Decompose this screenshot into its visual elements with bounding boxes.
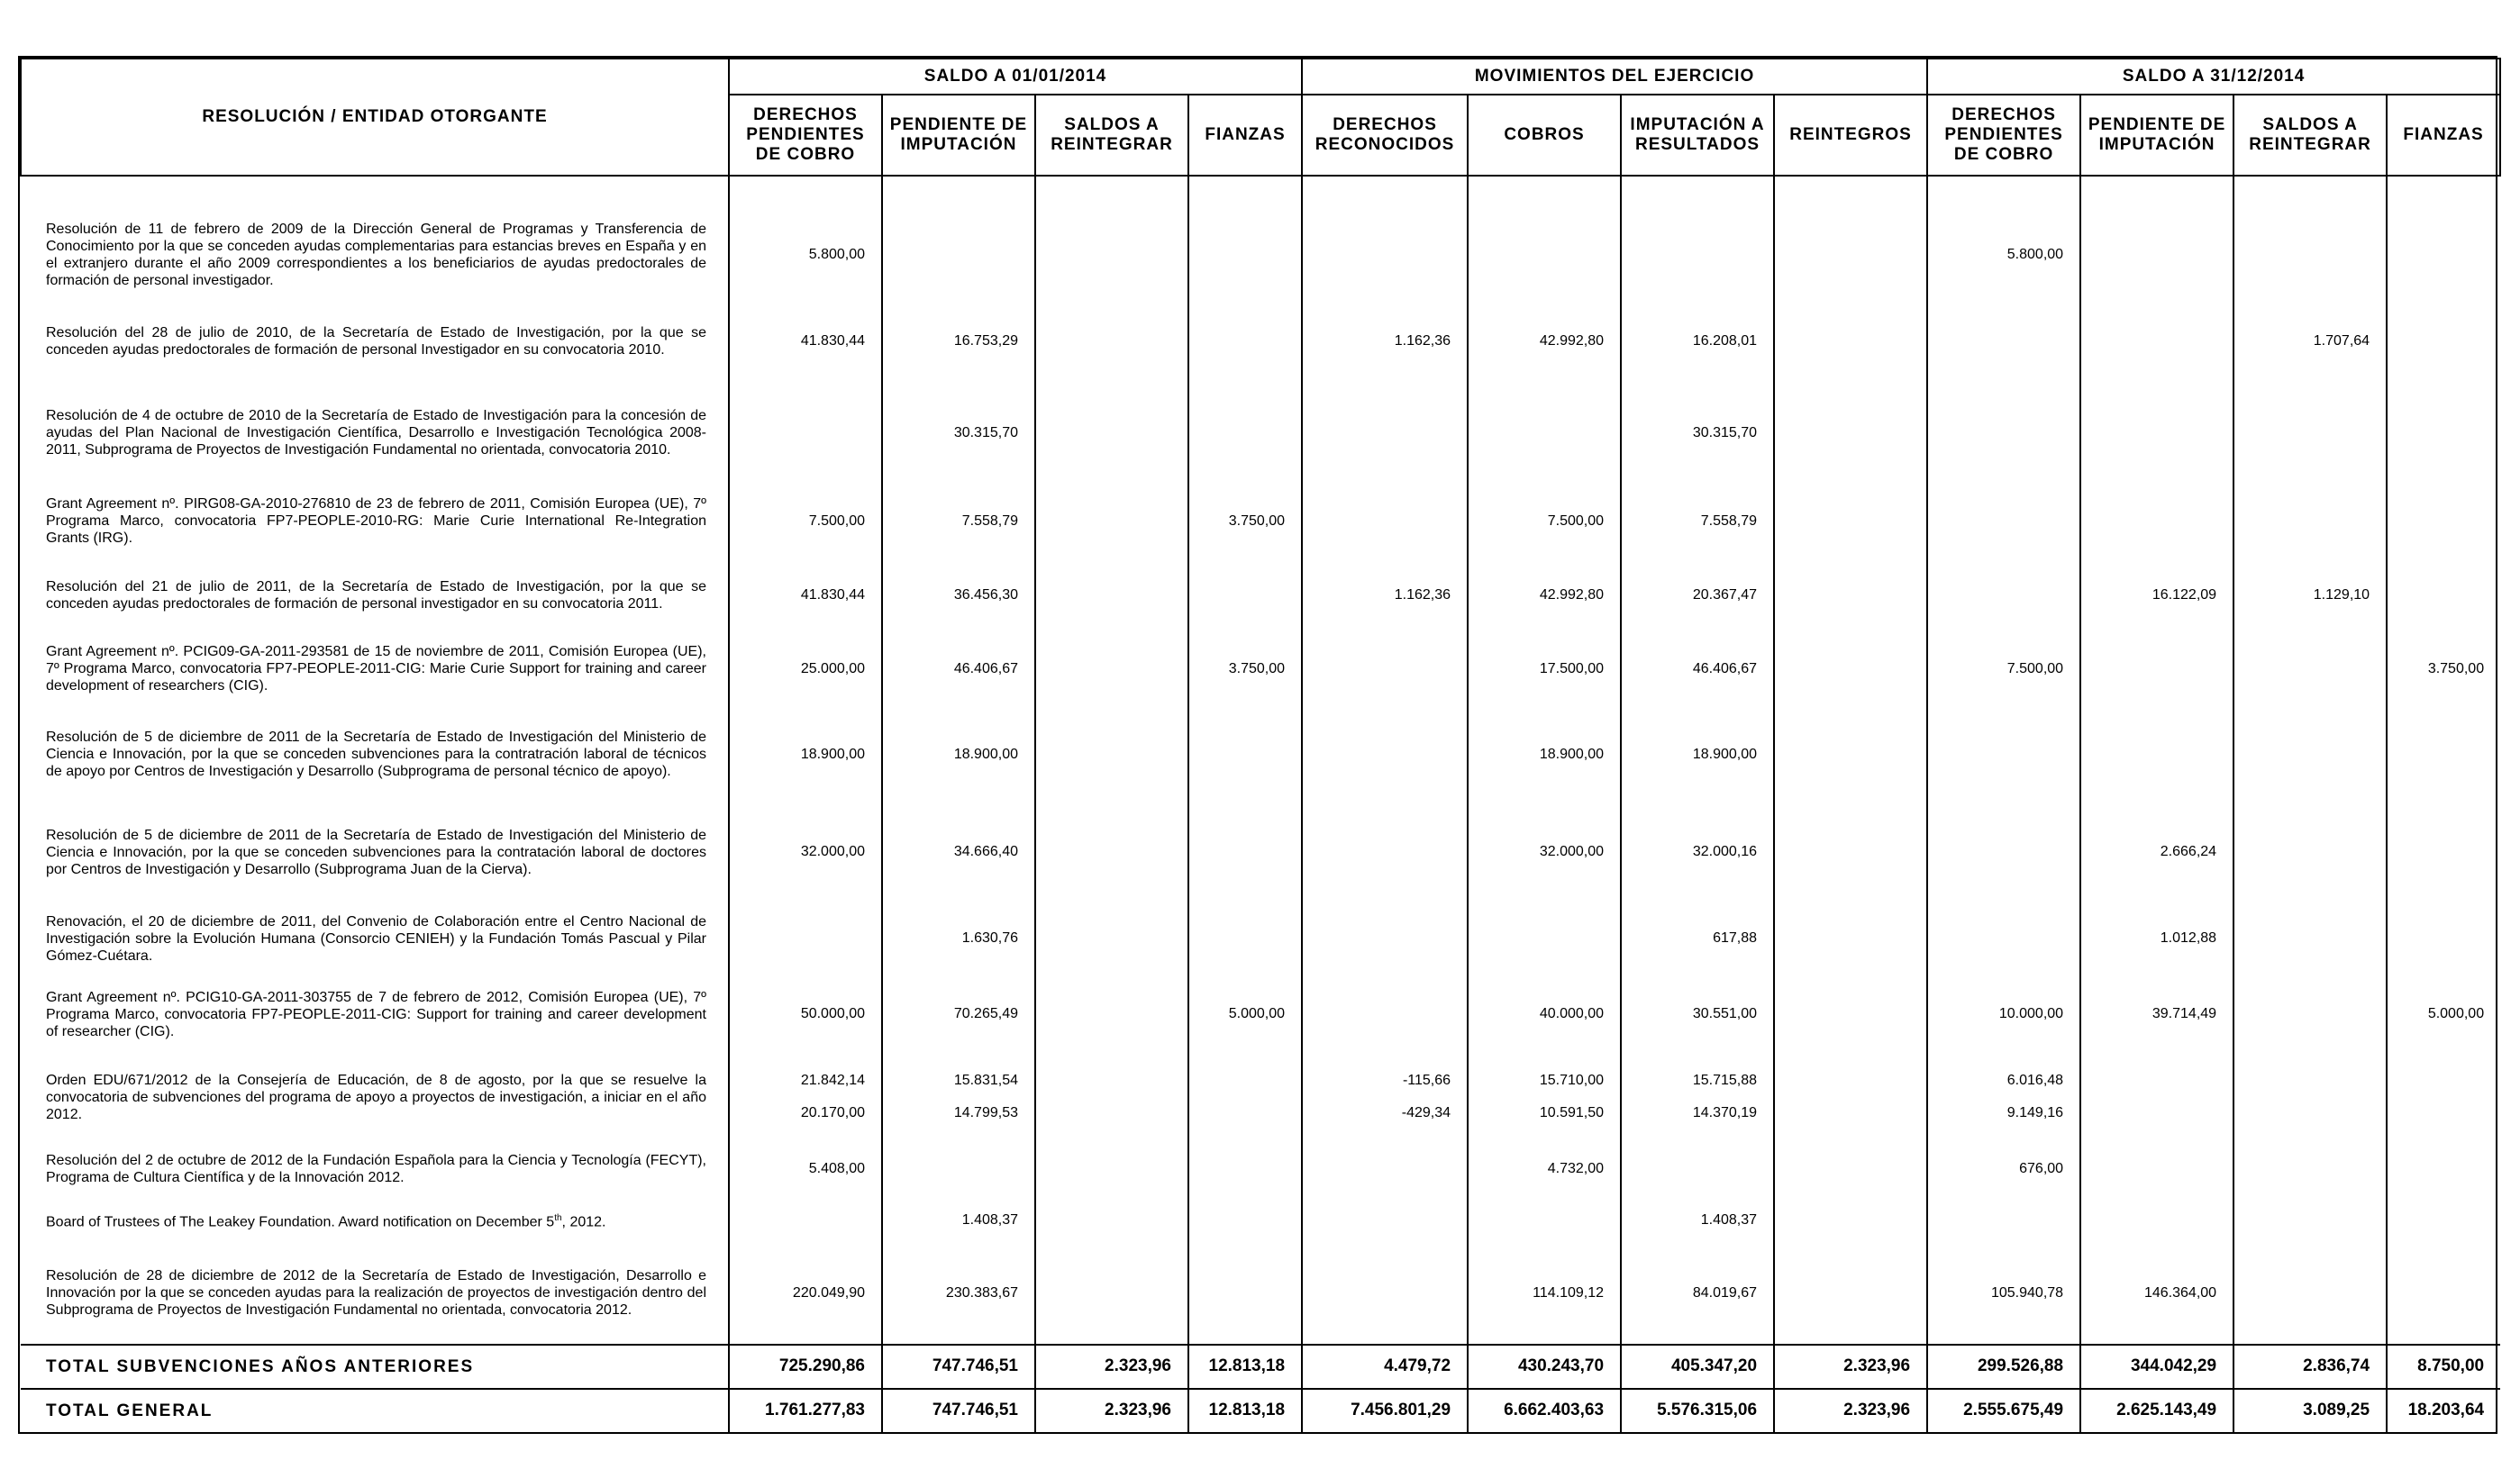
amount-cell xyxy=(1302,484,1468,559)
amount-cell: 146.364,00 xyxy=(2080,1243,2233,1345)
amount-cell xyxy=(1774,382,1927,484)
amount-cell: 676,00 xyxy=(1927,1142,2080,1197)
amount-cell xyxy=(1774,1197,1927,1243)
amount-cell xyxy=(1188,1243,1302,1345)
amount-cell: 18.900,00 xyxy=(1621,707,1774,803)
amount-cell xyxy=(1188,1197,1302,1243)
amount-cell: 5.800,00 xyxy=(729,176,882,301)
total-amount-cell: 747.746,51 xyxy=(882,1345,1035,1389)
column-header: COBROS xyxy=(1468,95,1621,176)
table-row xyxy=(21,1197,2500,1243)
amount-cell xyxy=(1621,176,1774,301)
amount-cell: 1.129,10 xyxy=(2233,559,2387,631)
column-header: PENDIENTE DE IMPUTACIÓN xyxy=(882,95,1035,176)
amount-cell xyxy=(1035,975,1188,1053)
amount-cell xyxy=(2080,484,2233,559)
amount-cell: 32.000,16 xyxy=(1621,803,1774,902)
column-header: SALDOS A REINTEGRAR xyxy=(2233,95,2387,176)
amount-value-second: 10.591,50 xyxy=(1539,1105,1605,1121)
amount-cell xyxy=(1927,902,2080,975)
amount-cell xyxy=(1035,902,1188,975)
amount-cell xyxy=(2080,1197,2233,1243)
amount-cell xyxy=(1188,1053,1302,1141)
amount-value: 21.842,14 xyxy=(800,1073,865,1089)
total-amount-cell: 2.323,96 xyxy=(1774,1389,1927,1432)
amount-cell xyxy=(2387,803,2500,902)
amount-cell xyxy=(1621,1142,1774,1197)
amount-cell xyxy=(2233,382,2387,484)
amount-cell xyxy=(1468,382,1621,484)
amount-cell: 1.162,36 xyxy=(1302,301,1468,382)
amount-cell xyxy=(729,902,882,975)
amount-cell xyxy=(1774,1053,1927,1141)
amount-cell: 1.012,88 xyxy=(2080,902,2233,975)
amount-cell xyxy=(1035,301,1188,382)
amount-cell: 18.900,00 xyxy=(882,707,1035,803)
amount-cell xyxy=(2233,1142,2387,1197)
header-group-end-balance: SALDO A 31/12/2014 xyxy=(1927,59,2500,95)
amount-cell xyxy=(1302,1197,1468,1243)
amount-cell xyxy=(1927,382,2080,484)
amount-cell: 105.940,78 xyxy=(1927,1243,2080,1345)
row-description: Resolución de 11 de febrero de 2009 de la Dirección General de Programas y Transferencia de Conocimiento por la que se conceden ayudas complementarias para estancias breves en España y en el extranjero durante el año 2009 correspondientes a los beneficiarios de ayudas predoctorales de formación de personal investigador. xyxy=(46,222,706,289)
amount-cell: 1.162,36 xyxy=(1302,559,1468,631)
total-amount-cell: 344.042,29 xyxy=(2080,1345,2233,1389)
amount-value: -115,66 xyxy=(1402,1073,1451,1089)
amount-value: 15.710,00 xyxy=(1539,1073,1605,1089)
header-group-movements: MOVIMIENTOS DEL EJERCICIO xyxy=(1302,59,1927,95)
amount-cell: 46.406,67 xyxy=(1621,631,1774,707)
amount-cell xyxy=(1302,631,1468,707)
column-header: IMPUTACIÓN A RESULTADOS xyxy=(1621,95,1774,176)
amount-value: 6.016,48 xyxy=(2006,1073,2064,1089)
amount-cell xyxy=(1468,1053,1621,1141)
header-group-row xyxy=(21,59,2500,95)
total-amount-cell: 2.323,96 xyxy=(1774,1345,1927,1389)
amount-cell xyxy=(2387,382,2500,484)
amount-cell xyxy=(1188,176,1302,301)
amount-cell xyxy=(1302,803,1468,902)
amount-value: 15.715,88 xyxy=(1692,1073,1758,1089)
row-description: Resolución del 2 de octubre de 2012 de la Fundación Española para la Ciencia y Tecnología (FECYT), Programa de Cultura Científica y de la Innovación 2012. xyxy=(46,1153,706,1186)
total-amount-cell: 18.203,64 xyxy=(2387,1389,2500,1432)
amount-cell: 617,88 xyxy=(1621,902,1774,975)
amount-cell: 5.000,00 xyxy=(2387,975,2500,1053)
total-amount-cell: 8.750,00 xyxy=(2387,1345,2500,1389)
amount-cell xyxy=(1774,803,1927,902)
column-header: PENDIENTE DE IMPUTACIÓN xyxy=(2080,95,2233,176)
row-description: Orden EDU/671/2012 de la Consejería de Educación, de 8 de agosto, por la que se resuelve la convocatoria de subvenciones del programa de apoyo a proyectos de investigación, a iniciar en el año 2012. xyxy=(46,1072,706,1122)
amount-cell xyxy=(1774,707,1927,803)
table-row xyxy=(21,707,2500,803)
amount-cell: 7.500,00 xyxy=(1927,631,2080,707)
amount-cell: 18.900,00 xyxy=(1468,707,1621,803)
amount-cell: 70.265,49 xyxy=(882,975,1035,1053)
amount-value-second: 14.370,19 xyxy=(1692,1105,1758,1121)
amount-cell xyxy=(2080,1053,2233,1141)
amount-cell xyxy=(729,1053,882,1141)
amount-cell xyxy=(2387,301,2500,382)
amount-cell xyxy=(2080,301,2233,382)
total-amount-cell: 12.813,18 xyxy=(1188,1345,1302,1389)
amount-cell xyxy=(1927,559,2080,631)
total-amount-cell: 2.836,74 xyxy=(2233,1345,2387,1389)
total-previous-years-row xyxy=(21,1345,2500,1389)
column-header: DERECHOS RECONOCIDOS xyxy=(1302,95,1468,176)
amount-cell xyxy=(1927,484,2080,559)
table-row xyxy=(21,559,2500,631)
amount-cell xyxy=(1302,707,1468,803)
amount-cell: 7.500,00 xyxy=(729,484,882,559)
total-amount-cell: 299.526,88 xyxy=(1927,1345,2080,1389)
amount-cell: 30.315,70 xyxy=(882,382,1035,484)
amount-cell xyxy=(2233,1243,2387,1345)
amount-cell xyxy=(1035,484,1188,559)
column-header: SALDOS A REINTEGRAR xyxy=(1035,95,1188,176)
amount-cell: 16.208,01 xyxy=(1621,301,1774,382)
amount-cell xyxy=(2080,382,2233,484)
amount-cell: 5.800,00 xyxy=(1927,176,2080,301)
total-amount-cell: 430.243,70 xyxy=(1468,1345,1621,1389)
row-description: Resolución de 28 de diciembre de 2012 de la Secretaría de Estado de Investigación, Desarrollo e Innovación por la que se conceden ayudas para la realización de proyectos de investigación dentro del Subprograma de Proyectos de Investigación Fundamental no orientada, convocatoria 2012. xyxy=(46,1268,706,1319)
amount-cell xyxy=(1188,1142,1302,1197)
table-row xyxy=(21,1243,2500,1345)
amount-cell xyxy=(2233,484,2387,559)
amount-cell xyxy=(1774,631,1927,707)
amount-cell xyxy=(1035,803,1188,902)
amount-cell xyxy=(2233,803,2387,902)
amount-cell: 7.500,00 xyxy=(1468,484,1621,559)
total-amount-cell: 12.813,18 xyxy=(1188,1389,1302,1432)
row-description: Resolución de 5 de diciembre de 2011 de la Secretaría de Estado de Investigación del Ministerio de Ciencia e Innovación, por la que se conceden subvenciones para la contratración laboral de técnicos de apoyo por Centros de Investigación y Desarrollo (Subprograma de personal técnico de apoyo). xyxy=(46,730,706,780)
amount-cell xyxy=(2233,1053,2387,1141)
amount-cell: 4.732,00 xyxy=(1468,1142,1621,1197)
amount-cell: 30.315,70 xyxy=(1621,382,1774,484)
amount-cell xyxy=(1302,1142,1468,1197)
row-description: Grant Agreement nº. PCIG10-GA-2011-303755 de 7 de febrero de 2012, Comisión Europea (UE), 7º Programa Marco, convocatoria FP7-PEOPLE-2011-CIG: Support for training and career development of researcher (CIG). xyxy=(46,989,706,1039)
amount-cell xyxy=(1927,301,2080,382)
header-resolution: RESOLUCIÓN / ENTIDAD OTORGANTE xyxy=(21,59,729,176)
amount-cell xyxy=(1774,484,1927,559)
amount-value-second: -429,34 xyxy=(1401,1105,1451,1121)
amount-cell: 7.558,79 xyxy=(1621,484,1774,559)
amount-cell xyxy=(882,1142,1035,1197)
amount-value-second: 14.799,53 xyxy=(953,1105,1018,1121)
row-description: Resolución de 5 de diciembre de 2011 de la Secretaría de Estado de Investigación del Ministerio de Ciencia e Innovación, por la que se conceden subvenciones para la contratación laboral de doctores por Centros de Investigación y Desarrollo (Subprograma Juan de la Cierva). xyxy=(46,827,706,877)
amount-cell: 25.000,00 xyxy=(729,631,882,707)
amount-cell xyxy=(2387,707,2500,803)
amount-cell xyxy=(2387,1197,2500,1243)
amount-cell xyxy=(1774,902,1927,975)
amount-cell xyxy=(1188,902,1302,975)
amount-cell: 3.750,00 xyxy=(1188,631,1302,707)
amount-cell: 5.408,00 xyxy=(729,1142,882,1197)
amount-cell: 16.753,29 xyxy=(882,301,1035,382)
amount-cell xyxy=(2387,176,2500,301)
total-general-row xyxy=(21,1389,2500,1432)
amount-cell xyxy=(1927,707,2080,803)
amount-cell: 2.666,24 xyxy=(2080,803,2233,902)
amount-cell: 220.049,90 xyxy=(729,1243,882,1345)
amount-cell xyxy=(1927,1053,2080,1141)
amount-cell xyxy=(2080,1142,2233,1197)
total-amount-cell: 2.625.143,49 xyxy=(2080,1389,2233,1432)
amount-cell xyxy=(1302,975,1468,1053)
amount-cell xyxy=(1035,1142,1188,1197)
total-amount-cell: 405.347,20 xyxy=(1621,1345,1774,1389)
total-amount-cell: 2.323,96 xyxy=(1035,1345,1188,1389)
row-description: Resolución del 21 de julio de 2011, de la Secretaría de Estado de Investigación, por la que se conceden ayudas predoctorales de formación de personal investigador en su convocatoria 2011. xyxy=(46,578,706,612)
amount-cell: 10.000,00 xyxy=(1927,975,2080,1053)
amount-cell xyxy=(2233,631,2387,707)
amount-cell xyxy=(2080,176,2233,301)
amount-cell: 34.666,40 xyxy=(882,803,1035,902)
amount-cell: 16.122,09 xyxy=(2080,559,2233,631)
row-description: Resolución del 28 de julio de 2010, de la Secretaría de Estado de Investigación, por la que se conceden ayudas predoctorales de formación de personal Investigador en su convocatoria 2010. xyxy=(46,325,706,358)
amount-cell xyxy=(2387,484,2500,559)
row-description: Board of Trustees of The Leakey Foundation. Award notification on December 5th, 2012. xyxy=(46,1212,606,1230)
amount-cell: 36.456,30 xyxy=(882,559,1035,631)
amount-cell: 1.408,37 xyxy=(882,1197,1035,1243)
table-row xyxy=(21,631,2500,707)
amount-cell: 20.367,47 xyxy=(1621,559,1774,631)
amount-cell: 1.707,64 xyxy=(2233,301,2387,382)
table-row xyxy=(21,975,2500,1053)
amount-cell xyxy=(1927,803,2080,902)
total-label: TOTAL GENERAL xyxy=(21,1389,729,1432)
amount-cell xyxy=(1035,1197,1188,1243)
subsidies-table-sheet xyxy=(18,56,2497,1434)
total-amount-cell: 2.555.675,49 xyxy=(1927,1389,2080,1432)
table-body xyxy=(21,176,2500,1432)
amount-cell xyxy=(2387,559,2500,631)
amount-cell xyxy=(1302,902,1468,975)
amount-cell xyxy=(1774,975,1927,1053)
row-description: Renovación, el 20 de diciembre de 2011, del Convenio de Colaboración entre el Centro Nacional de Investigación sobre la Evolución Humana (Consorcio CENIEH) y la Fundación Tomás Pascual y Pilar Gómez-Cuétara. xyxy=(46,913,706,964)
table-row xyxy=(21,1142,2500,1197)
amount-cell xyxy=(1468,1197,1621,1243)
amount-cell: 41.830,44 xyxy=(729,559,882,631)
amount-value: 15.831,54 xyxy=(953,1073,1018,1089)
amount-cell xyxy=(729,382,882,484)
amount-cell xyxy=(1468,902,1621,975)
amount-cell: 114.109,12 xyxy=(1468,1243,1621,1345)
amount-cell: 50.000,00 xyxy=(729,975,882,1053)
column-header: DERECHOS PENDIENTES DE COBRO xyxy=(729,95,882,176)
row-description: Grant Agreement nº. PIRG08-GA-2010-276810 de 23 de febrero de 2011, Comisión Europea (UE), 7º Programa Marco, convocatoria FP7-PEOPLE-2010-RG: Marie Curie International Re-Integration Grants (IRG). xyxy=(46,496,706,547)
amount-cell xyxy=(1302,1243,1468,1345)
amount-cell: 42.992,80 xyxy=(1468,301,1621,382)
total-amount-cell: 725.290,86 xyxy=(729,1345,882,1389)
amount-cell xyxy=(1188,301,1302,382)
amount-cell xyxy=(882,176,1035,301)
amount-cell: 42.992,80 xyxy=(1468,559,1621,631)
column-header: FIANZAS xyxy=(2387,95,2500,176)
amount-cell xyxy=(1468,176,1621,301)
amount-cell xyxy=(2387,1243,2500,1345)
amount-cell xyxy=(1774,559,1927,631)
amount-cell xyxy=(1188,559,1302,631)
amount-cell xyxy=(729,1197,882,1243)
amount-cell: 17.500,00 xyxy=(1468,631,1621,707)
total-amount-cell: 2.323,96 xyxy=(1035,1389,1188,1432)
amount-cell: 84.019,67 xyxy=(1621,1243,1774,1345)
total-amount-cell: 6.662.403,63 xyxy=(1468,1389,1621,1432)
column-header: FIANZAS xyxy=(1188,95,1302,176)
amount-cell xyxy=(1774,1243,1927,1345)
amount-cell: 18.900,00 xyxy=(729,707,882,803)
amount-cell xyxy=(2233,1197,2387,1243)
amount-cell: 30.551,00 xyxy=(1621,975,1774,1053)
amount-cell: 7.558,79 xyxy=(882,484,1035,559)
subsidies-table xyxy=(20,58,2501,1432)
amount-cell: 40.000,00 xyxy=(1468,975,1621,1053)
amount-cell xyxy=(1774,176,1927,301)
amount-cell xyxy=(1188,707,1302,803)
amount-cell xyxy=(2387,1142,2500,1197)
amount-cell xyxy=(1035,176,1188,301)
row-description: Resolución de 4 de octubre de 2010 de la Secretaría de Estado de Investigación para la concesión de ayudas del Plan Nacional de Investigación Científica, Desarrollo e Investigación Tecnológica 2008-2011, Subprograma de Proyectos de Investigación Fundamental no orientada, convocatoria 2010. xyxy=(46,408,706,458)
total-amount-cell: 1.761.277,83 xyxy=(729,1389,882,1432)
amount-cell xyxy=(1927,1197,2080,1243)
amount-cell xyxy=(1302,382,1468,484)
table-row xyxy=(21,902,2500,975)
total-amount-cell: 4.479,72 xyxy=(1302,1345,1468,1389)
amount-cell: 32.000,00 xyxy=(729,803,882,902)
amount-cell: 230.383,67 xyxy=(882,1243,1035,1345)
amount-cell xyxy=(2080,631,2233,707)
amount-cell: 46.406,67 xyxy=(882,631,1035,707)
table-row xyxy=(21,176,2500,301)
table-row xyxy=(21,803,2500,902)
column-header: REINTEGROS xyxy=(1774,95,1927,176)
header-group-start-balance: SALDO A 01/01/2014 xyxy=(729,59,1302,95)
amount-cell xyxy=(1035,707,1188,803)
total-amount-cell: 7.456.801,29 xyxy=(1302,1389,1468,1432)
column-header: DERECHOS PENDIENTES DE COBRO xyxy=(1927,95,2080,176)
amount-cell xyxy=(882,1053,1035,1141)
amount-cell xyxy=(1035,1053,1188,1141)
table-row xyxy=(21,484,2500,559)
amount-cell: 5.000,00 xyxy=(1188,975,1302,1053)
amount-cell: 32.000,00 xyxy=(1468,803,1621,902)
amount-cell xyxy=(2233,707,2387,803)
amount-cell: 41.830,44 xyxy=(729,301,882,382)
amount-cell xyxy=(1035,631,1188,707)
amount-cell xyxy=(2080,707,2233,803)
amount-cell xyxy=(2233,902,2387,975)
amount-cell xyxy=(1035,559,1188,631)
amount-cell xyxy=(1302,1053,1468,1141)
amount-cell xyxy=(2233,975,2387,1053)
amount-cell: 3.750,00 xyxy=(2387,631,2500,707)
amount-cell xyxy=(1188,382,1302,484)
amount-cell xyxy=(2387,1053,2500,1141)
amount-cell xyxy=(2233,176,2387,301)
total-label: TOTAL SUBVENCIONES AÑOS ANTERIORES xyxy=(21,1345,729,1389)
amount-cell: 39.714,49 xyxy=(2080,975,2233,1053)
amount-cell: 1.408,37 xyxy=(1621,1197,1774,1243)
amount-cell xyxy=(1774,301,1927,382)
amount-value-second: 20.170,00 xyxy=(800,1105,865,1121)
table-row xyxy=(21,1053,2500,1141)
amount-cell xyxy=(1035,382,1188,484)
total-amount-cell: 747.746,51 xyxy=(882,1389,1035,1432)
table-row xyxy=(21,382,2500,484)
amount-cell: 1.630,76 xyxy=(882,902,1035,975)
amount-cell xyxy=(1188,803,1302,902)
amount-cell xyxy=(1035,1243,1188,1345)
total-amount-cell: 5.576.315,06 xyxy=(1621,1389,1774,1432)
amount-cell xyxy=(1302,176,1468,301)
row-description: Grant Agreement nº. PCIG09-GA-2011-293581 de 15 de noviembre de 2011, Comisión Europea (UE), 7º Programa Marco, convocatoria FP7-PEOPLE-2011-CIG: Marie Curie Support for training and career development of researchers (CIG). xyxy=(46,644,706,694)
table-row xyxy=(21,301,2500,382)
amount-cell xyxy=(1774,1142,1927,1197)
amount-value-second: 9.149,16 xyxy=(2006,1105,2064,1121)
amount-cell: 3.750,00 xyxy=(1188,484,1302,559)
amount-cell xyxy=(2387,902,2500,975)
amount-cell xyxy=(1621,1053,1774,1141)
total-amount-cell: 3.089,25 xyxy=(2233,1389,2387,1432)
